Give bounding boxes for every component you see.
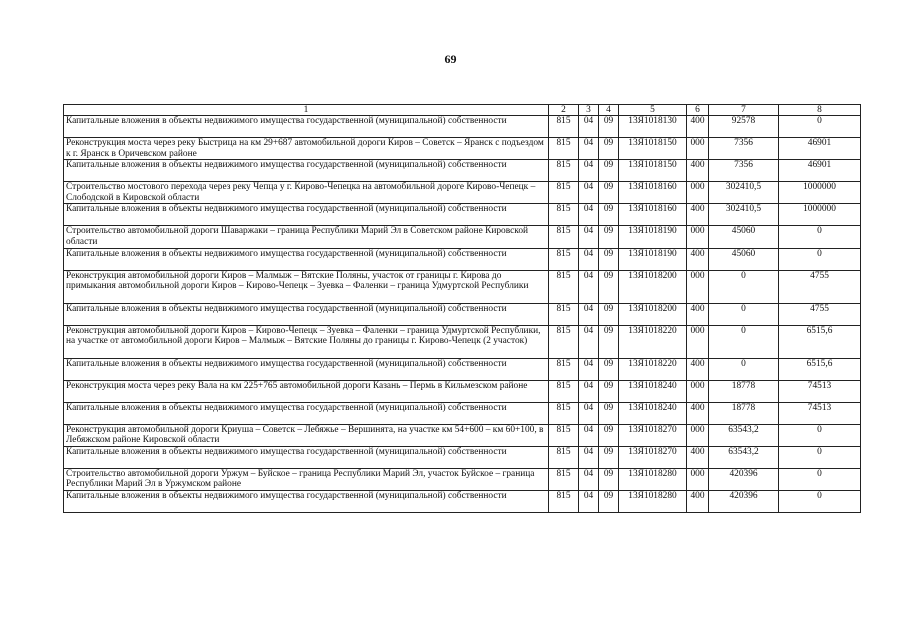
amount-cell: 0 — [709, 270, 779, 303]
admin-code-cell: 815 — [549, 116, 579, 138]
admin-code-cell: 815 — [549, 270, 579, 303]
section-cell: 04 — [579, 402, 599, 424]
admin-code-cell: 815 — [549, 182, 579, 204]
admin-code-cell: 815 — [549, 160, 579, 182]
section-cell: 04 — [579, 325, 599, 358]
amount-cell: 46901 — [779, 160, 861, 182]
admin-code-cell: 815 — [549, 248, 579, 270]
amount-cell: 18778 — [709, 380, 779, 402]
subsection-cell: 09 — [599, 424, 619, 446]
table-row — [64, 402, 861, 424]
expense-type-cell: 400 — [687, 490, 709, 512]
header-row — [64, 105, 861, 116]
section-cell: 04 — [579, 160, 599, 182]
row-name-cell: Капитальные вложения в объекты недвижимого имущества государственной (муниципальной) собственности — [64, 446, 549, 468]
admin-code-cell: 815 — [549, 380, 579, 402]
row-name-cell: Реконструкция моста через реку Вала на км 225+765 автомобильной дороги Казань – Пермь в Кильмезском районе — [64, 380, 549, 402]
amount-cell: 0 — [779, 490, 861, 512]
amount-cell: 45060 — [709, 226, 779, 248]
column-header: 5 — [619, 105, 687, 116]
target-article-cell: 13Я1018150 — [619, 138, 687, 160]
subsection-cell: 09 — [599, 380, 619, 402]
target-article-cell: 13Я1018220 — [619, 325, 687, 358]
expense-type-cell: 400 — [687, 446, 709, 468]
admin-code-cell: 815 — [549, 138, 579, 160]
admin-code-cell: 815 — [549, 226, 579, 248]
column-header: 6 — [687, 105, 709, 116]
expense-type-cell: 000 — [687, 380, 709, 402]
table-row — [64, 358, 861, 380]
row-name-cell: Реконструкция моста через реку Быстрица на км 29+687 автомобильной дороги Киров – Советск – Яранск с подъездом к г. Яранск в Оричевском районе — [64, 138, 549, 160]
admin-code-cell: 815 — [549, 358, 579, 380]
table-row — [64, 446, 861, 468]
expense-type-cell: 000 — [687, 325, 709, 358]
budget-table — [63, 104, 861, 513]
table-row — [64, 204, 861, 226]
expense-type-cell: 000 — [687, 270, 709, 303]
admin-code-cell: 815 — [549, 325, 579, 358]
expense-type-cell: 000 — [687, 182, 709, 204]
table-row — [64, 325, 861, 358]
table-row — [64, 303, 861, 325]
expense-type-cell: 400 — [687, 160, 709, 182]
amount-cell: 420396 — [709, 490, 779, 512]
subsection-cell: 09 — [599, 468, 619, 490]
column-header: 3 — [579, 105, 599, 116]
amount-cell: 0 — [709, 358, 779, 380]
table-row — [64, 116, 861, 138]
target-article-cell: 13Я1018280 — [619, 490, 687, 512]
amount-cell: 74513 — [779, 402, 861, 424]
target-article-cell: 13Я1018160 — [619, 182, 687, 204]
row-name-cell: Капитальные вложения в объекты недвижимого имущества государственной (муниципальной) собственности — [64, 248, 549, 270]
target-article-cell: 13Я1018270 — [619, 424, 687, 446]
row-name-cell: Капитальные вложения в объекты недвижимого имущества государственной (муниципальной) собственности — [64, 204, 549, 226]
row-name-cell: Капитальные вложения в объекты недвижимого имущества государственной (муниципальной) собственности — [64, 358, 549, 380]
subsection-cell: 09 — [599, 490, 619, 512]
amount-cell: 0 — [779, 116, 861, 138]
target-article-cell: 13Я1018130 — [619, 116, 687, 138]
table-row — [64, 248, 861, 270]
amount-cell: 0 — [779, 446, 861, 468]
expense-type-cell: 000 — [687, 424, 709, 446]
row-name-cell: Строительство автомобильной дороги Шаваржаки – граница Республики Марий Эл в Советском районе Кировской области — [64, 226, 549, 248]
expense-type-cell: 400 — [687, 204, 709, 226]
subsection-cell: 09 — [599, 204, 619, 226]
section-cell: 04 — [579, 303, 599, 325]
amount-cell: 18778 — [709, 402, 779, 424]
amount-cell: 1000000 — [779, 204, 861, 226]
admin-code-cell: 815 — [549, 204, 579, 226]
section-cell: 04 — [579, 270, 599, 303]
table-row — [64, 182, 861, 204]
expense-type-cell: 000 — [687, 226, 709, 248]
column-header: 1 — [64, 105, 549, 116]
amount-cell: 45060 — [709, 248, 779, 270]
subsection-cell: 09 — [599, 138, 619, 160]
table-row — [64, 424, 861, 446]
section-cell: 04 — [579, 424, 599, 446]
amount-cell: 92578 — [709, 116, 779, 138]
column-header: 4 — [599, 105, 619, 116]
amount-cell: 0 — [779, 424, 861, 446]
subsection-cell: 09 — [599, 116, 619, 138]
amount-cell: 46901 — [779, 138, 861, 160]
row-name-cell: Реконструкция автомобильной дороги Киров – Малмыж – Вятские Поляны, участок от границы г. Кирова до примыкания автомобильной дороги Киров – Кирово-Чепецк – Зуевка – Фаленки – граница Удмуртской Республики — [64, 270, 549, 303]
section-cell: 04 — [579, 204, 599, 226]
section-cell: 04 — [579, 138, 599, 160]
amount-cell: 0 — [709, 325, 779, 358]
column-header: 7 — [709, 105, 779, 116]
expense-type-cell: 000 — [687, 468, 709, 490]
row-name-cell: Реконструкция автомобильной дороги Криуша – Советск – Лебяжье – Вершинята, на участке км 54+600 – км 60+100, в Лебяжском районе Кировской области — [64, 424, 549, 446]
target-article-cell: 13Я1018240 — [619, 402, 687, 424]
amount-cell: 63543,2 — [709, 424, 779, 446]
section-cell: 04 — [579, 468, 599, 490]
admin-code-cell: 815 — [549, 424, 579, 446]
amount-cell: 74513 — [779, 380, 861, 402]
table-row — [64, 160, 861, 182]
section-cell: 04 — [579, 226, 599, 248]
section-cell: 04 — [579, 380, 599, 402]
table-row — [64, 468, 861, 490]
admin-code-cell: 815 — [549, 468, 579, 490]
section-cell: 04 — [579, 182, 599, 204]
row-name-cell: Капитальные вложения в объекты недвижимого имущества государственной (муниципальной) собственности — [64, 116, 549, 138]
target-article-cell: 13Я1018270 — [619, 446, 687, 468]
target-article-cell: 13Я1018190 — [619, 226, 687, 248]
target-article-cell: 13Я1018150 — [619, 160, 687, 182]
amount-cell: 4755 — [779, 303, 861, 325]
amount-cell: 0 — [709, 303, 779, 325]
expense-type-cell: 400 — [687, 248, 709, 270]
amount-cell: 302410,5 — [709, 182, 779, 204]
row-name-cell: Строительство мостового перехода через реку Чепца у г. Кирово-Чепецка на автомобильной дороге Кирово-Чепецк – Слободской в Кировской области — [64, 182, 549, 204]
column-header: 2 — [549, 105, 579, 116]
expense-type-cell: 400 — [687, 303, 709, 325]
target-article-cell: 13Я1018190 — [619, 248, 687, 270]
amount-cell: 63543,2 — [709, 446, 779, 468]
subsection-cell: 09 — [599, 358, 619, 380]
table-row — [64, 490, 861, 512]
section-cell: 04 — [579, 248, 599, 270]
expense-type-cell: 400 — [687, 116, 709, 138]
row-name-cell: Капитальные вложения в объекты недвижимого имущества государственной (муниципальной) собственности — [64, 303, 549, 325]
subsection-cell: 09 — [599, 446, 619, 468]
section-cell: 04 — [579, 358, 599, 380]
subsection-cell: 09 — [599, 182, 619, 204]
table-row — [64, 138, 861, 160]
subsection-cell: 09 — [599, 325, 619, 358]
target-article-cell: 13Я1018200 — [619, 303, 687, 325]
admin-code-cell: 815 — [549, 490, 579, 512]
column-header: 8 — [779, 105, 861, 116]
target-article-cell: 13Я1018200 — [619, 270, 687, 303]
subsection-cell: 09 — [599, 402, 619, 424]
amount-cell: 302410,5 — [709, 204, 779, 226]
subsection-cell: 09 — [599, 160, 619, 182]
expense-type-cell: 000 — [687, 138, 709, 160]
subsection-cell: 09 — [599, 303, 619, 325]
section-cell: 04 — [579, 116, 599, 138]
target-article-cell: 13Я1018280 — [619, 468, 687, 490]
amount-cell: 420396 — [709, 468, 779, 490]
amount-cell: 4755 — [779, 270, 861, 303]
amount-cell: 0 — [779, 226, 861, 248]
expense-type-cell: 400 — [687, 402, 709, 424]
amount-cell: 7356 — [709, 138, 779, 160]
row-name-cell: Капитальные вложения в объекты недвижимого имущества государственной (муниципальной) собственности — [64, 160, 549, 182]
subsection-cell: 09 — [599, 226, 619, 248]
admin-code-cell: 815 — [549, 446, 579, 468]
row-name-cell: Строительство автомобильной дороги Уржум – Буйское – граница Республики Марий Эл, участок Буйское – граница Республики Марий Эл в Уржумском районе — [64, 468, 549, 490]
subsection-cell: 09 — [599, 270, 619, 303]
admin-code-cell: 815 — [549, 303, 579, 325]
row-name-cell: Капитальные вложения в объекты недвижимого имущества государственной (муниципальной) собственности — [64, 490, 549, 512]
table-body — [64, 116, 861, 513]
amount-cell: 0 — [779, 468, 861, 490]
amount-cell: 6515,6 — [779, 325, 861, 358]
table-row — [64, 270, 861, 303]
section-cell: 04 — [579, 446, 599, 468]
amount-cell: 0 — [779, 248, 861, 270]
target-article-cell: 13Я1018240 — [619, 380, 687, 402]
row-name-cell: Капитальные вложения в объекты недвижимого имущества государственной (муниципальной) собственности — [64, 402, 549, 424]
amount-cell: 6515,6 — [779, 358, 861, 380]
amount-cell: 1000000 — [779, 182, 861, 204]
expense-type-cell: 400 — [687, 358, 709, 380]
target-article-cell: 13Я1018160 — [619, 204, 687, 226]
table-row — [64, 380, 861, 402]
amount-cell: 7356 — [709, 160, 779, 182]
row-name-cell: Реконструкция автомобильной дороги Киров – Кирово-Чепецк – Зуевка – Фаленки – граница Удмуртской Республики, на участке от автомобильной дороги Киров – Малмыж – Вятские Поляны до границы г. Кирово-Чепецк (2 участок) — [64, 325, 549, 358]
table-row — [64, 226, 861, 248]
admin-code-cell: 815 — [549, 402, 579, 424]
section-cell: 04 — [579, 490, 599, 512]
page-number: 69 — [444, 52, 457, 66]
subsection-cell: 09 — [599, 248, 619, 270]
target-article-cell: 13Я1018220 — [619, 358, 687, 380]
